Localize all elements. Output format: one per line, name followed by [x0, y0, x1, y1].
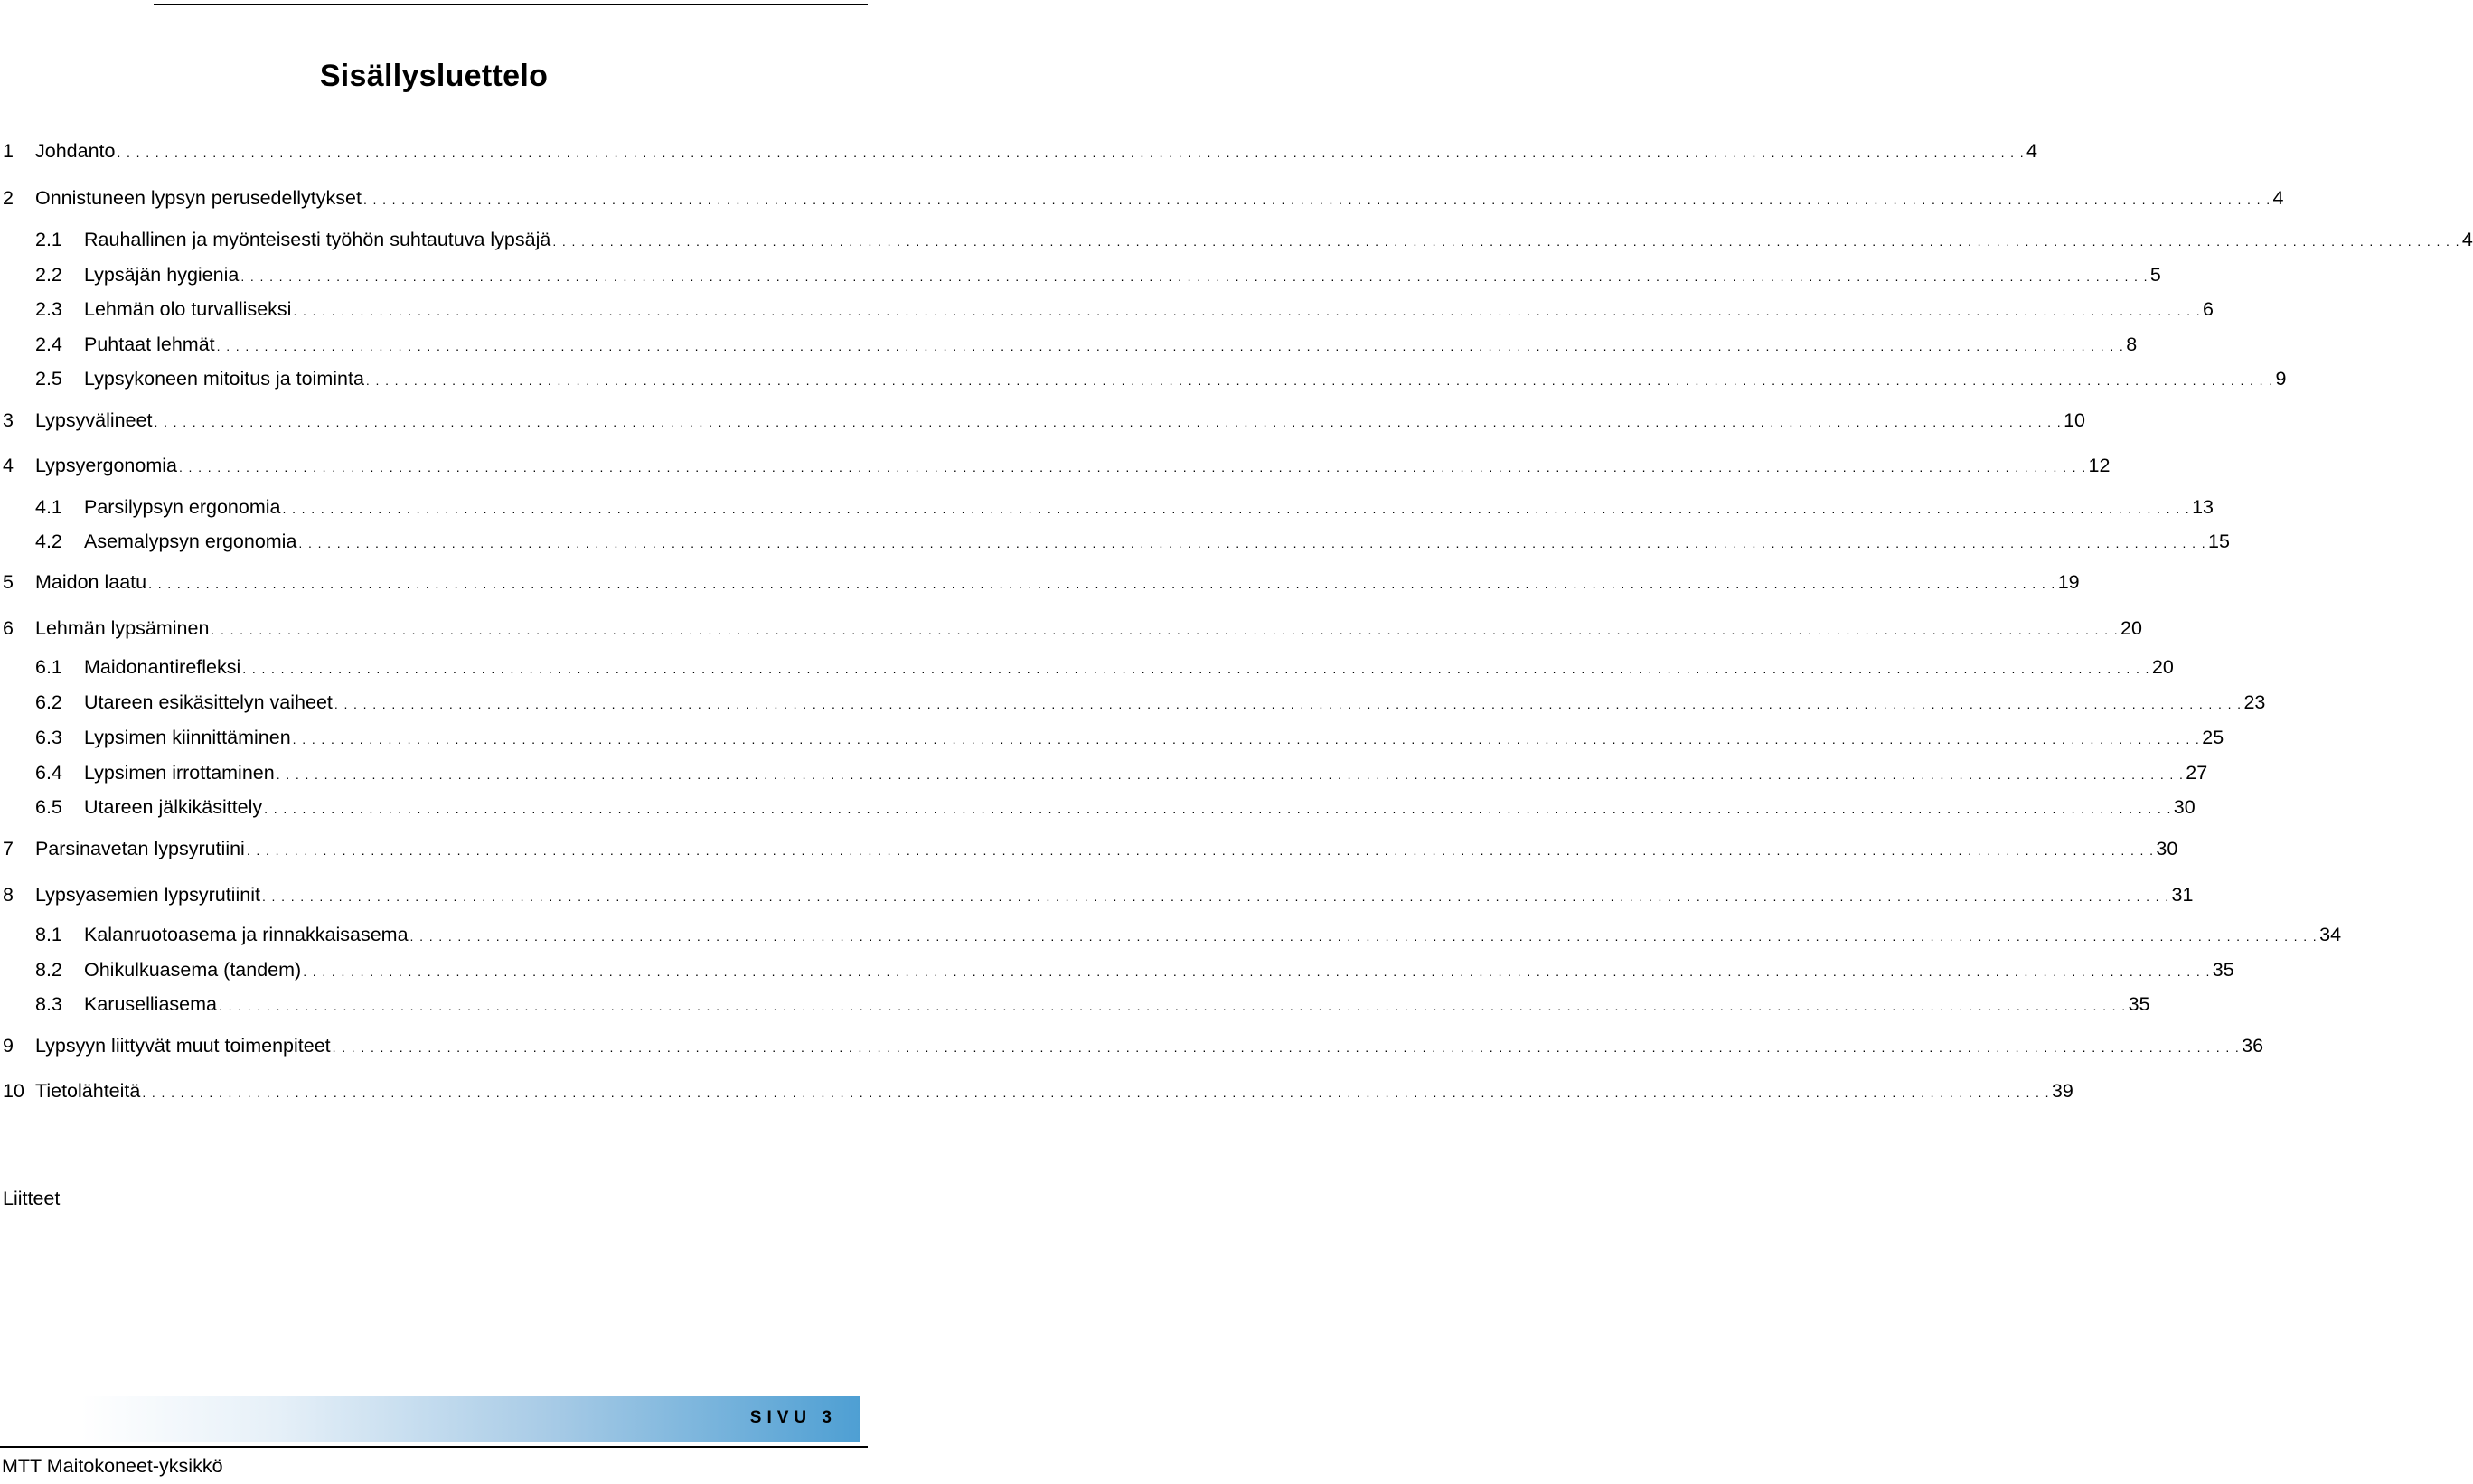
toc-entry-number: 6 — [3, 617, 14, 639]
toc-entry-page: 4 — [2461, 229, 2473, 250]
toc-entry-title: Lypsyvälineet — [35, 409, 153, 431]
toc-entry-number: 6.5 — [35, 796, 62, 818]
dot-leader: . . . . . . . . . . . . . . . . . . . . . . . . . . . . . . . . . . . . . . . . . . . . . . . . . . . . . . . . . . . . . . . . . . . . . . . . . . . . . . . . . . . . . . . . . . . . . . . . . . . . . . . . . . . . . . . . . . . . . . . . . . . . . . . . . . . . . . . . . . . . . . . . . . . . . . . . . . . . . . . . . . . . . . . . . . . . . . . . . . . . . . . . . . . . . . . . . . . . . . . . — [365, 373, 2274, 388]
toc-entry-title: Kalanruotoasema ja rinnakkaisasema — [84, 924, 409, 945]
dot-leader: . . . . . . . . . . . . . . . . . . . . . . . . . . . . . . . . . . . . . . . . . . . . . . . . . . . . . . . . . . . . . . . . . . . . . . . . . . . . . . . . . . . . . . . . . . . . . . . . . . . . . . . . . . . . . . . . . . . . . . . . . . . . . . . . . . . . . . . . . . . . . . . . . . . . . . . . . . . . . . . . . . . . . . . . . . . . . . . . . . . . . . . . . . . . . . . . . . . . . . . . — [261, 889, 2170, 904]
dot-leader: . . . . . . . . . . . . . . . . . . . . . . . . . . . . . . . . . . . . . . . . . . . . . . . . . . . . . . . . . . . . . . . . . . . . . . . . . . . . . . . . . . . . . . . . . . . . . . . . . . . . . . . . . . . . . . . . . . . . . . . . . . . . . . . . . . . . . . . . . . . . . . . . . . . . . . . . . . . . . . . . . . . . . . . . . . . . . . . . . . . . . . . . . . . . . . . . . . . . . . . . — [240, 269, 2149, 284]
dot-leader: . . . . . . . . . . . . . . . . . . . . . . . . . . . . . . . . . . . . . . . . . . . . . . . . . . . . . . . . . . . . . . . . . . . . . . . . . . . . . . . . . . . . . . . . . . . . . . . . . . . . . . . . . . . . . . . . . . . . . . . . . . . . . . . . . . . . . . . . . . . . . . . . . . . . . . . . . . . . . . . . . . . . . . . . . . . . . . . . . . . . . . . . . . . . . . . . . . . . . . . . — [293, 304, 2202, 318]
dot-leader: . . . . . . . . . . . . . . . . . . . . . . . . . . . . . . . . . . . . . . . . . . . . . . . . . . . . . . . . . . . . . . . . . . . . . . . . . . . . . . . . . . . . . . . . . . . . . . . . . . . . . . . . . . . . . . . . . . . . . . . . . . . . . . . . . . . . . . . . . . . . . . . . . . . . . . . . . . . . . . . . . . . . . . . . . . . . . . . . . . . . . . . . . . . . . . . . . . . . . . . . — [242, 662, 2150, 676]
toc-entry[interactable] — [0, 653, 2174, 681]
toc-entry[interactable] — [0, 568, 2080, 596]
appendix-label: Liitteet — [3, 1188, 61, 1209]
toc-entry-title: Utareen esikäsittelyn vaiheet — [84, 691, 333, 713]
toc-entry-page: 6 — [2203, 298, 2214, 320]
dot-leader: . . . . . . . . . . . . . . . . . . . . . . . . . . . . . . . . . . . . . . . . . . . . . . . . . . . . . . . . . . . . . . . . . . . . . . . . . . . . . . . . . . . . . . . . . . . . . . . . . . . . . . . . . . . . . . . . . . . . . . . . . . . . . . . . . . . . . . . . . . . . . . . . . . . . . . . . . . . . . . . . . . . . . . . . . . . . . . . . . . . . . . . . . . . . . . . . . . . . . . . . — [282, 502, 2191, 516]
dot-leader: . . . . . . . . . . . . . . . . . . . . . . . . . . . . . . . . . . . . . . . . . . . . . . . . . . . . . . . . . . . . . . . . . . . . . . . . . . . . . . . . . . . . . . . . . . . . . . . . . . . . . . . . . . . . . . . . . . . . . . . . . . . . . . . . . . . . . . . . . . . . . . . . . . . . . . . . . . . . . . . . . . . . . . . . . . . . . . . . . . . . . . . . . . . . . . . . . . . . . . . . — [409, 929, 2318, 944]
toc-entry-title: Ohikulkuasema (tandem) — [84, 959, 302, 981]
toc-entry-page: 30 — [2173, 796, 2196, 818]
toc-entry-page: 39 — [2051, 1080, 2073, 1102]
toc-entry-number: 9 — [3, 1035, 14, 1057]
toc-entry-page: 25 — [2202, 727, 2224, 748]
toc-entry[interactable] — [0, 184, 2284, 211]
toc-entry-number: 5 — [3, 571, 14, 593]
toc-entry[interactable] — [0, 493, 2214, 521]
footer-rule — [0, 1446, 868, 1448]
toc-entry-number: 4.2 — [35, 531, 62, 552]
toc-entry-number: 4.1 — [35, 496, 62, 518]
toc-entry-number: 1 — [3, 140, 14, 162]
footer-organization: MTT Maitokoneet-yksikkö — [2, 1455, 223, 1477]
toc-entry-page: 35 — [2128, 993, 2150, 1015]
toc-entry[interactable] — [0, 331, 2138, 358]
toc-entry[interactable] — [0, 615, 2142, 642]
toc-entry-title: Tietolähteitä — [35, 1080, 141, 1102]
toc-entry-page: 10 — [2064, 409, 2085, 431]
toc-entry[interactable] — [0, 759, 2208, 786]
toc-entry-number: 7 — [3, 838, 14, 859]
dot-leader: . . . . . . . . . . . . . . . . . . . . . . . . . . . . . . . . . . . . . . . . . . . . . . . . . . . . . . . . . . . . . . . . . . . . . . . . . . . . . . . . . . . . . . . . . . . . . . . . . . . . . . . . . . . . . . . . . . . . . . . . . . . . . . . . . . . . . . . . . . . . . . . . . . . . . . . . . . . . . . . . . . . . . . . . . . . . . . . . . . . . . . . . . . . . . . . . . . . . . . . . — [178, 460, 2087, 474]
dot-leader: . . . . . . . . . . . . . . . . . . . . . . . . . . . . . . . . . . . . . . . . . . . . . . . . . . . . . . . . . . . . . . . . . . . . . . . . . . . . . . . . . . . . . . . . . . . . . . . . . . . . . . . . . . . . . . . . . . . . . . . . . . . . . . . . . . . . . . . . . . . . . . . . . . . . . . . . . . . . . . . . . . . . . . . . . . . . . . . . . . . . . . . . . . . . . . . . . . . . . . . . — [148, 577, 2056, 591]
toc-entry-page: 5 — [2149, 264, 2161, 286]
toc-entry-page: 4 — [2272, 187, 2284, 209]
toc-entry-title: Lypsykoneen mitoitus ja toiminta — [84, 368, 364, 390]
dot-leader: . . . . . . . . . . . . . . . . . . . . . . . . . . . . . . . . . . . . . . . . . . . . . . . . . . . . . . . . . . . . . . . . . . . . . . . . . . . . . . . . . . . . . . . . . . . . . . . . . . . . . . . . . . . . . . . . . . . . . . . . . . . . . . . . . . . . . . . . . . . . . . . . . . . . . . . . . . . . . . . . . . . . . . . . . . . . . . . . . . . . . . . . . . . . . . . . . . . . . . . . — [298, 536, 2206, 550]
toc-entry-title: Lypsimen irrottaminen — [84, 762, 275, 784]
toc-entry[interactable] — [0, 794, 2196, 821]
toc-entry[interactable] — [0, 956, 2234, 983]
toc-entry[interactable] — [0, 365, 2287, 392]
toc-entry[interactable] — [0, 921, 2342, 948]
toc-entry-title: Karuselliasema — [84, 993, 217, 1015]
toc-entry[interactable] — [0, 407, 2085, 434]
toc-entry-page: 20 — [2120, 617, 2142, 639]
toc-entry-number: 6.1 — [35, 656, 62, 678]
toc-entry-number: 8.1 — [35, 924, 62, 945]
toc-entry-title: Puhtaat lehmät — [84, 333, 215, 355]
page-title: Sisällysluettelo — [319, 58, 549, 93]
toc-entry-page: 12 — [2088, 455, 2111, 476]
toc-entry-number: 2.4 — [35, 333, 62, 355]
dot-leader: . . . . . . . . . . . . . . . . . . . . . . . . . . . . . . . . . . . . . . . . . . . . . . . . . . . . . . . . . . . . . . . . . . . . . . . . . . . . . . . . . . . . . . . . . . . . . . . . . . . . . . . . . . . . . . . . . . . . . . . . . . . . . . . . . . . . . . . . . . . . . . . . . . . . . . . . . . . . . . . . . . . . . . . . . . . . . . . . . . . . . . . . . . . . . . . . . . . . . . . . — [218, 999, 2127, 1013]
toc-entry-number: 8 — [3, 884, 14, 906]
footer-gradient-band — [81, 1396, 860, 1442]
dot-leader: . . . . . . . . . . . . . . . . . . . . . . . . . . . . . . . . . . . . . . . . . . . . . . . . . . . . . . . . . . . . . . . . . . . . . . . . . . . . . . . . . . . . . . . . . . . . . . . . . . . . . . . . . . . . . . . . . . . . . . . . . . . . . . . . . . . . . . . . . . . . . . . . . . . . . . . . . . . . . . . . . . . . . . . . . . . . . . . . . . . . . . . . . . . . . . . . . . . . . . . . — [332, 1040, 2241, 1055]
dot-leader: . . . . . . . . . . . . . . . . . . . . . . . . . . . . . . . . . . . . . . . . . . . . . . . . . . . . . . . . . . . . . . . . . . . . . . . . . . . . . . . . . . . . . . . . . . . . . . . . . . . . . . . . . . . . . . . . . . . . . . . . . . . . . . . . . . . . . . . . . . . . . . . . . . . . . . . . . . . . . . . . . . . . . . . . . . . . . . . . . . . . . . . . . . . . . . . . . . . . . . . . — [276, 767, 2185, 782]
toc-entry-title: Lehmän olo turvalliseksi — [84, 298, 292, 320]
toc-entry-page: 36 — [2242, 1035, 2264, 1057]
toc-entry-number: 2.1 — [35, 229, 62, 250]
toc-entry-title: Asemalypsyn ergonomia — [84, 531, 297, 552]
dot-leader: . . . . . . . . . . . . . . . . . . . . . . . . . . . . . . . . . . . . . . . . . . . . . . . . . . . . . . . . . . . . . . . . . . . . . . . . . . . . . . . . . . . . . . . . . . . . . . . . . . . . . . . . . . . . . . . . . . . . . . . . . . . . . . . . . . . . . . . . . . . . . . . . . . . . . . . . . . . . . . . . . . . . . . . . . . . . . . . . . . . . . . . . . . . . . . . . . . . . . . . . — [552, 234, 2460, 249]
toc-entry[interactable] — [0, 991, 2150, 1018]
toc-entry[interactable] — [0, 226, 2473, 253]
toc-entry-number: 2 — [3, 187, 14, 209]
toc-entry-title: Rauhallinen ja myönteisesti työhön suhtautuva lypsäjä — [84, 229, 551, 250]
dot-leader: . . . . . . . . . . . . . . . . . . . . . . . . . . . . . . . . . . . . . . . . . . . . . . . . . . . . . . . . . . . . . . . . . . . . . . . . . . . . . . . . . . . . . . . . . . . . . . . . . . . . . . . . . . . . . . . . . . . . . . . . . . . . . . . . . . . . . . . . . . . . . . . . . . . . . . . . . . . . . . . . . . . . . . . . . . . . . . . . . . . . . . . . . . . . . . . . . . . . . . . . — [334, 697, 2243, 711]
toc-entry-page: 9 — [2275, 368, 2287, 390]
toc-entry-title: Lypsyergonomia — [35, 455, 177, 476]
toc-entry[interactable] — [0, 261, 2161, 288]
toc-entry-number: 2.5 — [35, 368, 62, 390]
toc-entry[interactable] — [0, 296, 2214, 323]
toc-entry-page: 4 — [2026, 140, 2038, 162]
toc-entry-title: Lypsäjän hygienia — [84, 264, 240, 286]
toc-entry-number: 2.3 — [35, 298, 62, 320]
toc-entry-title: Johdanto — [35, 140, 116, 162]
toc-entry-number: 6.2 — [35, 691, 62, 713]
toc-entry-title: Maidonantirefleksi — [84, 656, 241, 678]
page-number-label: SIVU 3 — [749, 1408, 837, 1427]
dot-leader: . . . . . . . . . . . . . . . . . . . . . . . . . . . . . . . . . . . . . . . . . . . . . . . . . . . . . . . . . . . . . . . . . . . . . . . . . . . . . . . . . . . . . . . . . . . . . . . . . . . . . . . . . . . . . . . . . . . . . . . . . . . . . . . . . . . . . . . . . . . . . . . . . . . . . . . . . . . . . . . . . . . . . . . . . . . . . . . . . . . . . . . . . . . . . . . . . . . . . . . . — [154, 415, 2063, 429]
toc-entry-title: Lypsimen kiinnittäminen — [84, 727, 291, 748]
toc-entry[interactable] — [0, 1032, 2264, 1059]
toc-entry-title: Utareen jälkikäsittely — [84, 796, 263, 818]
toc-entry-page: 31 — [2171, 884, 2194, 906]
toc-entry[interactable] — [0, 1077, 2073, 1104]
toc-entry-number: 6.3 — [35, 727, 62, 748]
toc-entry-title: Lypsyasemien lypsyrutiinit — [35, 884, 260, 906]
toc-entry-page: 30 — [2156, 838, 2178, 859]
toc-entry[interactable] — [0, 689, 2266, 716]
dot-leader: . . . . . . . . . . . . . . . . . . . . . . . . . . . . . . . . . . . . . . . . . . . . . . . . . . . . . . . . . . . . . . . . . . . . . . . . . . . . . . . . . . . . . . . . . . . . . . . . . . . . . . . . . . . . . . . . . . . . . . . . . . . . . . . . . . . . . . . . . . . . . . . . . . . . . . . . . . . . . . . . . . . . . . . . . . . . . . . . . . . . . . . . . . . . . . . . . . . . . . . . — [264, 802, 2172, 816]
dot-leader: . . . . . . . . . . . . . . . . . . . . . . . . . . . . . . . . . . . . . . . . . . . . . . . . . . . . . . . . . . . . . . . . . . . . . . . . . . . . . . . . . . . . . . . . . . . . . . . . . . . . . . . . . . . . . . . . . . . . . . . . . . . . . . . . . . . . . . . . . . . . . . . . . . . . . . . . . . . . . . . . . . . . . . . . . . . . . . . . . . . . . . . . . . . . . . . . . . . . . . . . — [216, 339, 2125, 353]
toc-entry-page: 20 — [2151, 656, 2174, 678]
dot-leader: . . . . . . . . . . . . . . . . . . . . . . . . . . . . . . . . . . . . . . . . . . . . . . . . . . . . . . . . . . . . . . . . . . . . . . . . . . . . . . . . . . . . . . . . . . . . . . . . . . . . . . . . . . . . . . . . . . . . . . . . . . . . . . . . . . . . . . . . . . . . . . . . . . . . . . . . . . . . . . . . . . . . . . . . . . . . . . . . . . . . . . . . . . . . . . . . . . . . . . . . — [362, 193, 2271, 207]
toc-entry-page: 34 — [2319, 924, 2342, 945]
dot-leader: . . . . . . . . . . . . . . . . . . . . . . . . . . . . . . . . . . . . . . . . . . . . . . . . . . . . . . . . . . . . . . . . . . . . . . . . . . . . . . . . . . . . . . . . . . . . . . . . . . . . . . . . . . . . . . . . . . . . . . . . . . . . . . . . . . . . . . . . . . . . . . . . . . . . . . . . . . . . . . . . . . . . . . . . . . . . . . . . . . . . . . . . . . . . . . . . . . . . . . . . — [117, 146, 2026, 160]
toc-entry-title: Lehmän lypsäminen — [35, 617, 210, 639]
toc-entry-title: Lypsyyn liittyvät muut toimenpiteet — [35, 1035, 331, 1057]
toc-entry-page: 8 — [2126, 333, 2138, 355]
toc-entry-title: Maidon laatu — [35, 571, 147, 593]
toc-entry[interactable] — [0, 724, 2224, 751]
dot-leader: . . . . . . . . . . . . . . . . . . . . . . . . . . . . . . . . . . . . . . . . . . . . . . . . . . . . . . . . . . . . . . . . . . . . . . . . . . . . . . . . . . . . . . . . . . . . . . . . . . . . . . . . . . . . . . . . . . . . . . . . . . . . . . . . . . . . . . . . . . . . . . . . . . . . . . . . . . . . . . . . . . . . . . . . . . . . . . . . . . . . . . . . . . . . . . . . . . . . . . . . — [211, 623, 2119, 637]
toc-entry-number: 3 — [3, 409, 14, 431]
dot-leader: . . . . . . . . . . . . . . . . . . . . . . . . . . . . . . . . . . . . . . . . . . . . . . . . . . . . . . . . . . . . . . . . . . . . . . . . . . . . . . . . . . . . . . . . . . . . . . . . . . . . . . . . . . . . . . . . . . . . . . . . . . . . . . . . . . . . . . . . . . . . . . . . . . . . . . . . . . . . . . . . . . . . . . . . . . . . . . . . . . . . . . . . . . . . . . . . . . . . . . . . — [303, 964, 2211, 979]
toc-entry-page: 15 — [2208, 531, 2230, 552]
toc-entry-page: 27 — [2186, 762, 2208, 784]
toc-entry-number: 8.2 — [35, 959, 62, 981]
toc-entry-number: 6.4 — [35, 762, 62, 784]
toc-entry-number: 4 — [3, 455, 14, 476]
toc-entry-number: 10 — [3, 1080, 24, 1102]
toc-entry[interactable] — [0, 137, 2038, 164]
toc-entry-title: Onnistuneen lypsyn perusedellytykset — [35, 187, 362, 209]
toc-entry-title: Parsilypsyn ergonomia — [84, 496, 281, 518]
toc-entry-number: 2.2 — [35, 264, 62, 286]
toc-entry[interactable] — [0, 835, 2178, 862]
toc-entry[interactable] — [0, 528, 2230, 555]
toc-entry-page: 35 — [2212, 959, 2234, 981]
toc-entry-page: 23 — [2243, 691, 2266, 713]
toc-entry[interactable] — [0, 881, 2194, 908]
toc-entry-title: Parsinavetan lypsyrutiini — [35, 838, 245, 859]
toc-entry-page: 19 — [2057, 571, 2080, 593]
dot-leader: . . . . . . . . . . . . . . . . . . . . . . . . . . . . . . . . . . . . . . . . . . . . . . . . . . . . . . . . . . . . . . . . . . . . . . . . . . . . . . . . . . . . . . . . . . . . . . . . . . . . . . . . . . . . . . . . . . . . . . . . . . . . . . . . . . . . . . . . . . . . . . . . . . . . . . . . . . . . . . . . . . . . . . . . . . . . . . . . . . . . . . . . . . . . . . . . . . . . . . . . — [142, 1085, 2050, 1100]
toc-entry-page: 13 — [2192, 496, 2214, 518]
toc-entry[interactable] — [0, 452, 2111, 479]
dot-leader: . . . . . . . . . . . . . . . . . . . . . . . . . . . . . . . . . . . . . . . . . . . . . . . . . . . . . . . . . . . . . . . . . . . . . . . . . . . . . . . . . . . . . . . . . . . . . . . . . . . . . . . . . . . . . . . . . . . . . . . . . . . . . . . . . . . . . . . . . . . . . . . . . . . . . . . . . . . . . . . . . . . . . . . . . . . . . . . . . . . . . . . . . . . . . . . . . . . . . . . . — [246, 843, 2155, 858]
dot-leader: . . . . . . . . . . . . . . . . . . . . . . . . . . . . . . . . . . . . . . . . . . . . . . . . . . . . . . . . . . . . . . . . . . . . . . . . . . . . . . . . . . . . . . . . . . . . . . . . . . . . . . . . . . . . . . . . . . . . . . . . . . . . . . . . . . . . . . . . . . . . . . . . . . . . . . . . . . . . . . . . . . . . . . . . . . . . . . . . . . . . . . . . . . . . . . . . . . . . . . . . — [292, 732, 2201, 747]
toc-entry-number: 8.3 — [35, 993, 62, 1015]
